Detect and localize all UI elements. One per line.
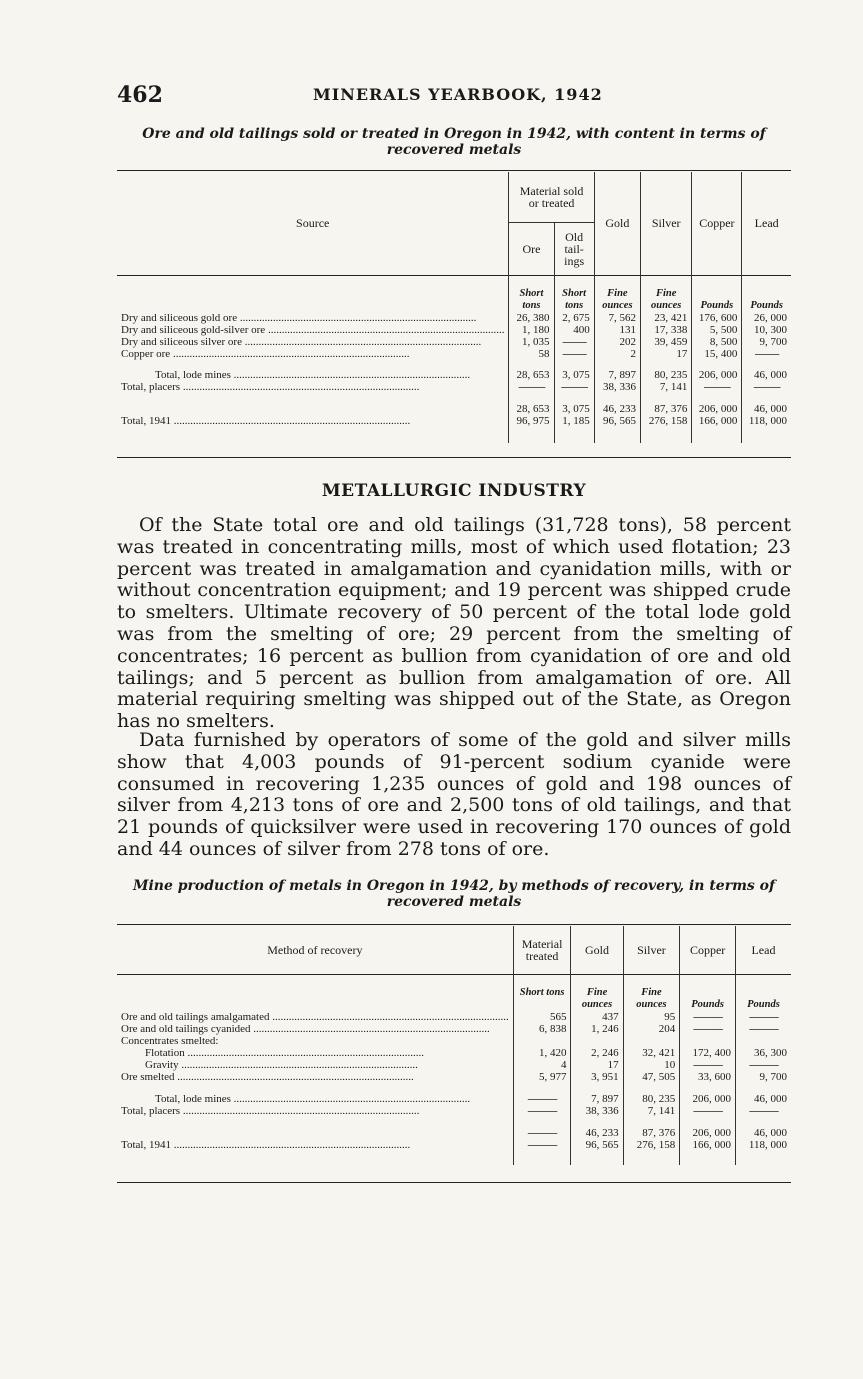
table-row: Concentrates smelted: xyxy=(117,1035,791,1047)
table-row: Gravity ..... 4 17 10 ----------- ----------- xyxy=(117,1059,791,1071)
table2-caption: Mine production of metals in Oregon in 1942, by methods of recovery, in terms of recovered metals xyxy=(132,878,776,910)
table2-header-method: Method of recovery xyxy=(267,942,363,957)
table-row-total-1941: Total, 1941 ..... ----------- 96, 565 276, 158 166, 000 118, 000 xyxy=(117,1139,791,1165)
table2 xyxy=(117,926,791,1165)
table1-unit-copper: Pounds xyxy=(692,275,742,312)
table1-unit-silver: Fine ounces xyxy=(641,275,692,312)
table1-bottom-rule xyxy=(117,457,791,458)
table-row: Flotation ..... 1, 420 2, 246 32, 421 172, 400 36, 300 xyxy=(117,1047,791,1059)
table-row: Dry and siliceous silver ore ..... 1, 035 --------- 202 39, 459 8, 500 9, 700 xyxy=(117,336,791,348)
running-title: MINERALS YEARBOOK, 1942 xyxy=(313,85,603,104)
table2-unit-gold: Fine ounces xyxy=(571,974,623,1011)
section-title: METALLURGIC INDUSTRY xyxy=(321,481,587,501)
table2-header-gold: Gold xyxy=(571,926,623,974)
table1-unit-lead: Pounds xyxy=(742,275,791,312)
table-row-grand-total: 28, 653 3, 075 46, 233 87, 376 206, 000 46, 000 xyxy=(117,403,791,415)
table1-header-copper: Copper xyxy=(692,172,742,275)
table-row-total-lode: Total, lode mines ..... 28, 653 3, 075 7, 897 80, 235 206, 000 46, 000 xyxy=(117,369,791,381)
table2-header-lead: Lead xyxy=(735,926,791,974)
table1-unit-ore: Short tons xyxy=(509,275,554,312)
table1-header-ore: Ore xyxy=(509,222,554,275)
paragraph-1: Of the State total ore and old tailings (31,728 tons), 58 percent was treated in concentrating mills, most of which used flotation; 23 percent was treated in amalgamation and cyanidation mills, with or without concentration equipment; and 19 percent was shipped crude to smelters. Ultimate recovery of 50 percent of the total lode gold was from the smelting of ore; 29 percent from the smelting of concentrates; 16 percent as bullion from cyanidation of ore and old tailings; and 5 percent as bullion from amalgamation of ore. All material requiring smelting was shipped out of the State, as Oregon has no smelters. xyxy=(117,514,791,733)
table-row: Ore and old tailings cyanided ..... 6, 838 1, 246 204 ----------- ----------- xyxy=(117,1023,791,1035)
table1-header-silver: Silver xyxy=(641,172,692,275)
table-row-total-placers: Total, placers ..... ---------- ---------- 38, 336 7, 141 ---------- ---------- xyxy=(117,381,791,393)
table-row: Copper ore ..... 58 --------- 2 17 15, 400 --------- xyxy=(117,348,791,360)
table2-header-material: Material treated xyxy=(513,926,571,974)
table-row-total-placers: Total, placers ..... ----------- 38, 336 7, 141 ----------- ----------- xyxy=(117,1105,791,1117)
table1-header-source: Source xyxy=(296,216,330,231)
table1-top-rule xyxy=(117,170,791,171)
table1-caption: Ore and old tailings sold or treated in Oregon in 1942, with content in terms of recovered metals xyxy=(142,126,766,158)
table-row-grand-total: ----------- 46, 233 87, 376 206, 000 46, 000 xyxy=(117,1127,791,1139)
table-row: Ore and old tailings amalgamated ..... 565 437 95 ----------- ----------- xyxy=(117,1011,791,1023)
table1-header-material: Material sold or treated xyxy=(509,172,594,222)
table2-unit-silver: Fine ounces xyxy=(623,974,680,1011)
table1-header-lead: Lead xyxy=(742,172,791,275)
table-row: Ore smelted ..... 5, 977 3, 951 47, 505 33, 600 9, 700 xyxy=(117,1071,791,1083)
table2-top-rule xyxy=(117,924,791,925)
table2-header-copper: Copper xyxy=(680,926,736,974)
table-row: Dry and siliceous gold ore ..... 26, 380 2, 675 7, 562 23, 421 176, 600 26, 000 xyxy=(117,312,791,324)
table-row-total-lode: Total, lode mines ..... ----------- 7, 897 80, 235 206, 000 46, 000 xyxy=(117,1093,791,1105)
table2-unit-lead: Pounds xyxy=(735,974,791,1011)
table-row: Dry and siliceous gold-silver ore ..... 1, 180 400 131 17, 338 5, 500 10, 300 xyxy=(117,324,791,336)
table2-header-silver: Silver xyxy=(623,926,680,974)
table1-unit-gold: Fine ounces xyxy=(594,275,640,312)
paragraph-2: Data furnished by operators of some of the gold and silver mills show that 4,003 pounds of 91-percent sodium cyanide were consumed in recovering 1,235 ounces of gold and 198 ounces of silver from 4,213 tons of ore and 2,500 tons of old tailings, and that 21 pounds of quicksilver were used in recovering 170 ounces of gold and 44 ounces of silver from 278 tons of ore. xyxy=(117,729,791,860)
page-number: 462 xyxy=(117,82,163,108)
table-row-total-1941: Total, 1941 ..... 96, 975 1, 185 96, 565 276, 158 166, 000 118, 000 xyxy=(117,415,791,443)
table2-unit-material: Short tons xyxy=(513,974,571,1011)
table2-bottom-rule xyxy=(117,1182,791,1183)
table1-unit-old-tailings: Short tons xyxy=(554,275,594,312)
table1-header-gold: Gold xyxy=(594,172,640,275)
table2-unit-copper: Pounds xyxy=(680,974,736,1011)
table1 xyxy=(117,172,791,443)
table1-header-old-tailings: Old tail-ings xyxy=(554,222,594,275)
